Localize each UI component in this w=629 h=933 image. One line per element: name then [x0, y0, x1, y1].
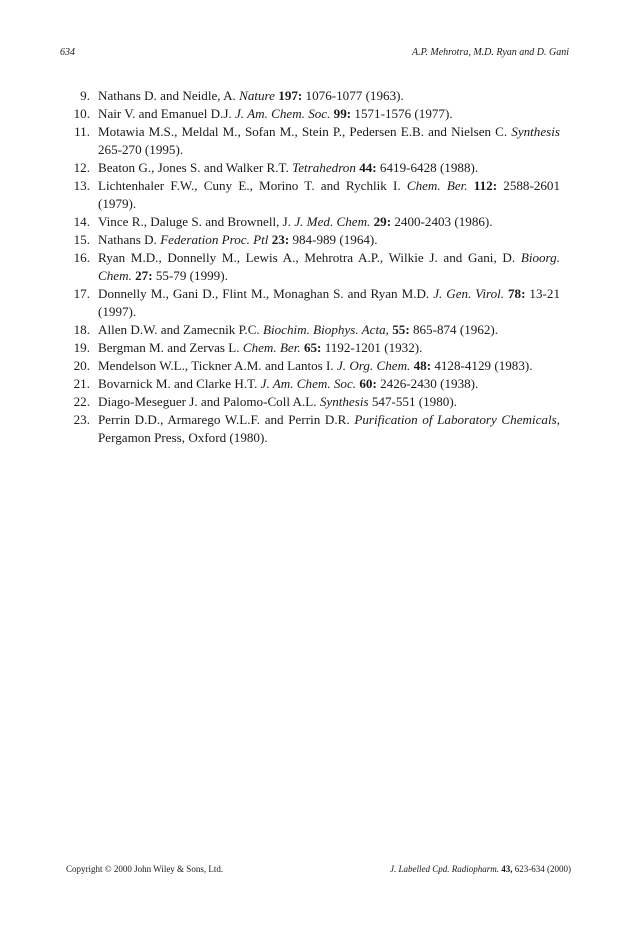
- reference-segment: Motawia M.S., Meldal M., Sofan M., Stein P., Pedersen E.B. and Nielsen C.: [98, 124, 512, 139]
- reference-segment: 865-874 (1962).: [409, 322, 499, 337]
- reference-segment: Perrin D.D., Armarego W.L.F. and Perrin D.R.: [98, 412, 355, 427]
- reference-item: [60, 375, 560, 393]
- reference-text: [98, 88, 404, 103]
- reference-journal: J. Org. Chem.: [336, 358, 411, 373]
- reference-segment: Beaton G., Jones S. and Walker R.T.: [98, 160, 293, 175]
- reference-segment: Donnelly M., Gani D., Flint M., Monaghan S. and Ryan M.D.: [98, 286, 434, 301]
- reference-segment: 4128-4129 (1983).: [431, 358, 533, 373]
- reference-number: 21.: [73, 376, 90, 391]
- footer-pages: 623-634 (2000): [512, 864, 571, 874]
- reference-text: [98, 160, 478, 175]
- reference-text: [98, 394, 457, 409]
- reference-segment: 55-79 (1999).: [152, 268, 228, 283]
- reference-journal: Chem. Ber.: [406, 178, 468, 193]
- reference-segment: Diago-Meseguer J. and Palomo-Coll A.L.: [98, 394, 320, 409]
- reference-journal: Synthesis: [511, 124, 560, 139]
- reference-item: [60, 105, 560, 123]
- reference-segment: Lichtenhaler F.W., Cuny E., Morino T. and Rychlik I.: [98, 178, 407, 193]
- footer-copyright: Copyright © 2000 John Wiley & Sons, Ltd.: [66, 864, 224, 874]
- reference-volume: 78:: [508, 286, 526, 301]
- reference-number: 11.: [74, 124, 90, 139]
- reference-segment: 1192-1201 (1932).: [321, 340, 423, 355]
- reference-item: [60, 393, 560, 411]
- footer-citation: [390, 864, 571, 874]
- reference-number: 18.: [73, 322, 90, 337]
- reference-number: 12.: [73, 160, 90, 175]
- footer-journal: J. Labelled Cpd. Radiopharm.: [390, 864, 499, 874]
- reference-text: [98, 124, 560, 157]
- reference-item: [60, 159, 560, 177]
- reference-segment: Allen D.W. and Zamecnik P.C.: [98, 322, 263, 337]
- page-number: 634: [60, 47, 75, 58]
- reference-segment: Nathans D. and Neidle, A.: [98, 88, 240, 103]
- footer-volume: 43,: [501, 864, 513, 874]
- reference-item: [60, 231, 560, 249]
- reference-text: [98, 358, 533, 373]
- reference-journal: Biochim. Biophys. Acta,: [262, 322, 389, 337]
- reference-number: 17.: [73, 286, 90, 301]
- reference-segment: 6419-6428 (1988).: [376, 160, 479, 175]
- reference-item: [60, 357, 560, 375]
- reference-text: [98, 286, 560, 319]
- reference-volume: 65:: [303, 340, 322, 355]
- reference-journal: Nature: [239, 88, 275, 103]
- reference-segment: 13-21 (1997).: [98, 286, 560, 319]
- reference-journal: Synthesis: [319, 394, 369, 409]
- reference-journal: J. Med. Chem.: [294, 214, 371, 229]
- reference-number: 13.: [73, 178, 90, 193]
- reference-segment: 2426-2430 (1938).: [376, 376, 479, 391]
- running-head: A.P. Mehrotra, M.D. Ryan and D. Gani: [411, 47, 569, 58]
- reference-segment: , Pergamon Press, Oxford (1980).: [98, 412, 560, 445]
- reference-volume: 27:: [135, 268, 153, 283]
- reference-number: 14.: [73, 214, 90, 229]
- reference-journal: J. Gen. Virol.: [433, 286, 505, 301]
- reference-journal: Bioorg. Chem.: [98, 250, 560, 283]
- reference-text: [98, 376, 478, 391]
- reference-segment: Bovarnick M. and Clarke H.T.: [98, 376, 261, 391]
- reference-segment: 547-551 (1980).: [368, 394, 457, 409]
- reference-item: [60, 321, 560, 339]
- reference-number: 15.: [73, 232, 90, 247]
- reference-volume: 23:: [271, 232, 290, 247]
- reference-text: [98, 214, 493, 229]
- reference-volume: 29:: [373, 214, 392, 229]
- reference-list: [60, 87, 560, 447]
- reference-segment: 984-989 (1964).: [289, 232, 378, 247]
- reference-item: [60, 285, 560, 321]
- reference-item: [60, 87, 560, 105]
- reference-item: [60, 411, 560, 447]
- reference-text: [98, 412, 560, 445]
- reference-number: 19.: [73, 340, 90, 355]
- reference-journal: Purification of Laboratory Chemicals: [354, 412, 557, 427]
- reference-item: [60, 339, 560, 357]
- reference-segment: Nair V. and Emanuel D.J.: [98, 106, 235, 121]
- reference-volume: 55:: [392, 322, 410, 337]
- reference-segment: 2400-2403 (1986).: [391, 214, 493, 229]
- reference-item: [60, 123, 560, 159]
- reference-number: 9.: [80, 88, 90, 103]
- reference-journal: Tetrahedron: [292, 160, 356, 175]
- reference-segment: Bergman M. and Zervas L.: [98, 340, 243, 355]
- reference-number: 22.: [73, 394, 90, 409]
- reference-volume: 44:: [359, 160, 377, 175]
- reference-journal: J. Am. Chem. Soc.: [234, 106, 331, 121]
- reference-segment: Ryan M.D., Donnelly M., Lewis A., Mehrotra A.P., Wilkie J. and Gani, D.: [98, 250, 521, 265]
- reference-text: [98, 322, 498, 337]
- reference-volume: 48:: [413, 358, 432, 373]
- reference-journal: Chem. Ber.: [242, 340, 301, 355]
- reference-segment: Mendelson W.L., Tickner A.M. and Lantos I.: [98, 358, 337, 373]
- reference-segment: 1571-1576 (1977).: [351, 106, 453, 121]
- reference-item: [60, 177, 560, 213]
- reference-segment: 265-270 (1995).: [98, 142, 184, 157]
- reference-journal: Federation Proc. Ptl: [160, 232, 269, 247]
- reference-text: [98, 250, 560, 283]
- reference-segment: 2588-2601 (1979).: [98, 178, 561, 211]
- reference-segment: 1076-1077 (1963).: [302, 88, 404, 103]
- reference-number: 20.: [73, 358, 90, 373]
- reference-journal: J. Am. Chem. Soc.: [260, 376, 357, 391]
- reference-volume: 197:: [278, 88, 303, 103]
- reference-text: [98, 106, 453, 121]
- reference-segment: Nathans D.: [98, 232, 161, 247]
- reference-text: [98, 232, 378, 247]
- reference-volume: 112:: [473, 178, 498, 193]
- reference-volume: 60:: [359, 376, 377, 391]
- reference-number: 10.: [73, 106, 90, 121]
- reference-text: [98, 178, 560, 211]
- reference-segment: Vince R., Daluge S. and Brownell, J.: [98, 214, 295, 229]
- reference-number: 16.: [73, 250, 90, 265]
- reference-number: 23.: [73, 412, 90, 427]
- reference-volume: 99:: [333, 106, 352, 121]
- reference-item: [60, 249, 560, 285]
- reference-text: [98, 340, 422, 355]
- reference-item: [60, 213, 560, 231]
